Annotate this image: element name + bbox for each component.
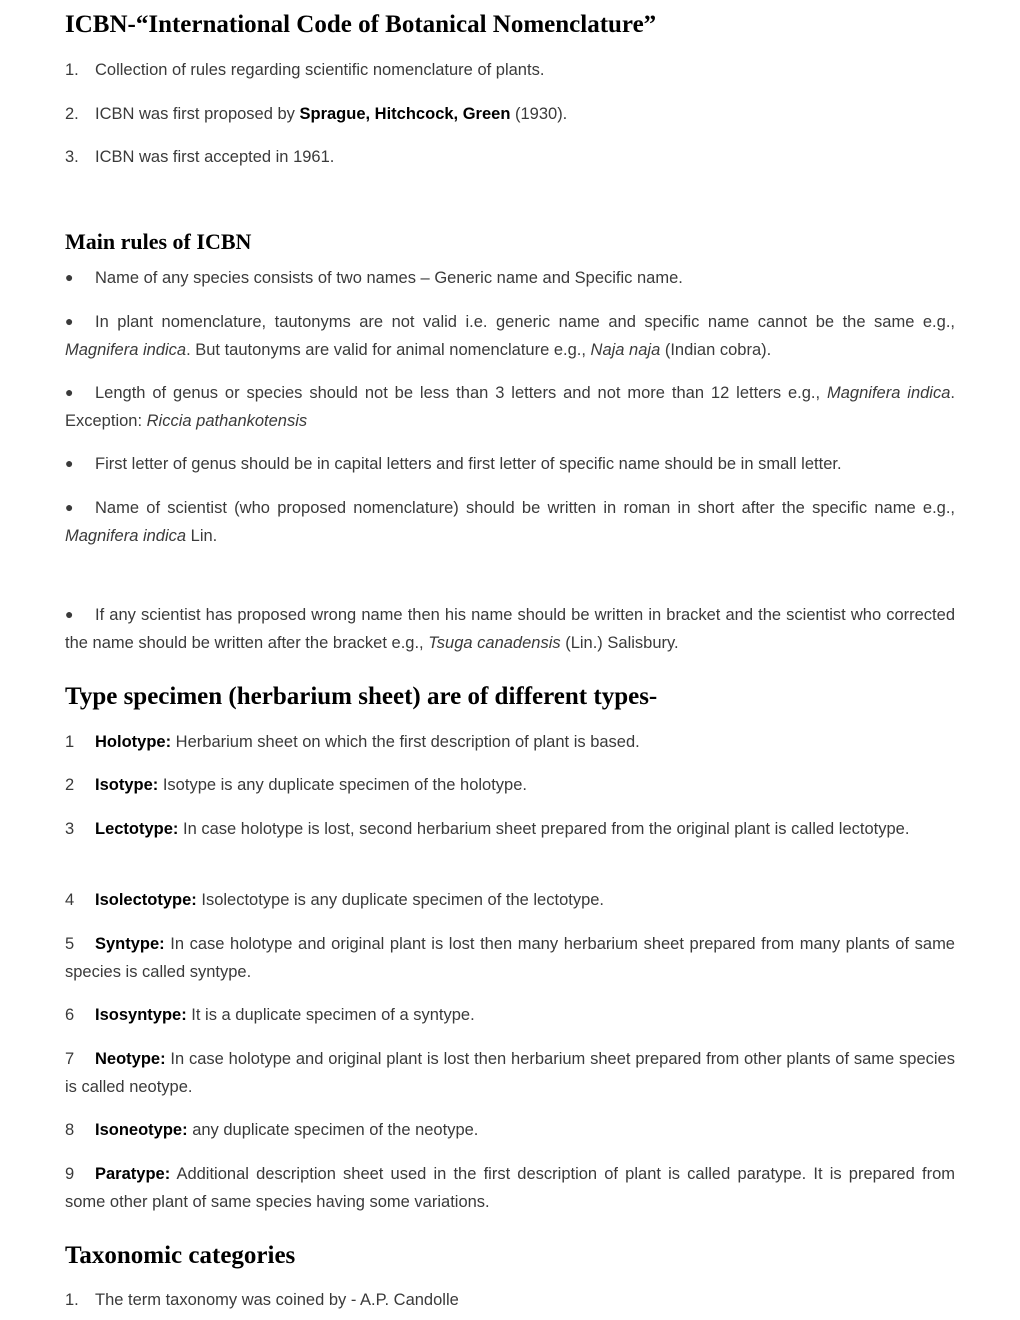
bullet-icon: ● (65, 499, 74, 515)
type-term: Lectotype: (95, 820, 179, 838)
species-name: Tsuga canadensis (428, 634, 561, 652)
list-number: 3. (65, 148, 79, 166)
bullet-icon: ● (65, 269, 74, 285)
type-desc: In case holotype and original plant is lost then many herbarium sheet prepared from many plants of same species is called syntype. (65, 935, 955, 981)
type-desc: In case holotype and original plant is lost then herbarium sheet prepared from other plants of same species is called neotype. (65, 1050, 955, 1096)
species-name: Naja naja (590, 341, 661, 359)
type-item (65, 1160, 955, 1216)
icbn-point (65, 143, 955, 171)
icbn-point (65, 56, 955, 84)
rule-text: . But tautonyms are valid for animal nomenclature e.g., (186, 341, 591, 359)
list-number: 2. (65, 105, 79, 123)
heading-taxonomic-categories: Taxonomic categories (65, 1242, 296, 1269)
rule-text: If any scientist has proposed wrong name then his name should be written in bracket and the scientist who corrected the name should be written after the bracket e.g., (65, 606, 955, 652)
rule-item (65, 601, 955, 657)
species-name: Magnifera indica (827, 384, 951, 402)
rule-item (65, 379, 955, 435)
rule-text: . Exception: (65, 384, 955, 430)
type-item (65, 886, 955, 914)
bullet-icon: ● (65, 606, 74, 622)
type-item (65, 815, 955, 843)
point-text: ICBN was first proposed by (95, 105, 300, 123)
type-item (65, 1001, 955, 1029)
rule-text: Name of any species consists of two names – Generic name and Specific name. (95, 269, 683, 287)
type-desc: Herbarium sheet on which the first description of plant is based. (171, 733, 640, 751)
bullet-icon: ● (65, 313, 74, 329)
heading-icbn: ICBN-“International Code of Botanical Nomenclature” (65, 11, 657, 38)
rule-text: (Indian cobra). (660, 341, 772, 359)
type-desc: It is a duplicate specimen of a syntype. (186, 1006, 475, 1024)
type-term: Isosyntype: (95, 1006, 187, 1024)
type-item (65, 728, 955, 756)
list-number: 3 (65, 820, 75, 838)
type-desc: Additional description sheet used in the first description of plant is called paratype. It is prepared from some other plant of same species having some variations. (65, 1165, 955, 1211)
type-term: Isolectotype: (95, 891, 197, 909)
type-item (65, 771, 955, 799)
icbn-point (65, 100, 955, 128)
rule-item (65, 308, 955, 364)
list-number: 5 (65, 935, 75, 953)
type-term: Neotype: (95, 1050, 166, 1068)
rule-text: First letter of genus should be in capital letters and first letter of specific name should be in small letter. (95, 455, 842, 473)
rule-item (65, 450, 955, 478)
rule-item (65, 494, 955, 550)
type-term: Isoneotype: (95, 1121, 188, 1139)
type-desc: In case holotype is lost, second herbarium sheet prepared from the original plant is called lectotype. (178, 820, 910, 838)
rule-text: Length of genus or species should not be less than 3 letters and not more than 12 letters e.g., (95, 384, 827, 402)
rule-text: Lin. (186, 527, 218, 545)
bullet-icon: ● (65, 455, 74, 471)
rule-text: In plant nomenclature, tautonyms are not valid i.e. generic name and specific name cannot be the same e.g., (95, 313, 955, 331)
proposers-names: Sprague, Hitchcock, Green (299, 105, 511, 123)
point-text: Collection of rules regarding scientific nomenclature of plants. (95, 61, 545, 79)
type-item (65, 1045, 955, 1101)
list-number: 1 (65, 733, 75, 751)
point-text: The term taxonomy was coined by - A.P. Candolle (95, 1291, 459, 1309)
list-number: 1. (65, 1291, 79, 1309)
point-text: (1930). (510, 105, 568, 123)
type-item (65, 1116, 955, 1144)
rule-text: Name of scientist (who proposed nomenclature) should be written in roman in short after the specific name e.g., (95, 499, 955, 517)
type-term: Syntype: (95, 935, 165, 953)
list-number: 9 (65, 1165, 75, 1183)
type-desc: Isotype is any duplicate specimen of the holotype. (158, 776, 527, 794)
species-name: Magnifera indica (65, 527, 187, 545)
species-name: Magnifera indica (65, 341, 187, 359)
list-number: 6 (65, 1006, 75, 1024)
type-item (65, 930, 955, 986)
heading-main-rules: Main rules of ICBN (65, 229, 252, 254)
rule-text: (Lin.) Salisbury. (560, 634, 679, 652)
list-number: 4 (65, 891, 75, 909)
point-text: ICBN was first accepted in 1961. (95, 148, 335, 166)
type-desc: Isolectotype is any duplicate specimen of the lectotype. (196, 891, 605, 909)
type-term: Isotype: (95, 776, 159, 794)
type-term: Paratype: (95, 1165, 171, 1183)
taxonomic-point (65, 1286, 955, 1314)
rule-item (65, 264, 955, 292)
type-term: Holotype: (95, 733, 172, 751)
type-desc: any duplicate specimen of the neotype. (187, 1121, 479, 1139)
heading-type-specimen: Type specimen (herbarium sheet) are of different types- (65, 683, 658, 710)
bullet-icon: ● (65, 384, 74, 400)
list-number: 2 (65, 776, 75, 794)
list-number: 1. (65, 61, 79, 79)
list-number: 7 (65, 1050, 75, 1068)
species-name: Riccia pathankotensis (146, 412, 308, 430)
list-number: 8 (65, 1121, 75, 1139)
